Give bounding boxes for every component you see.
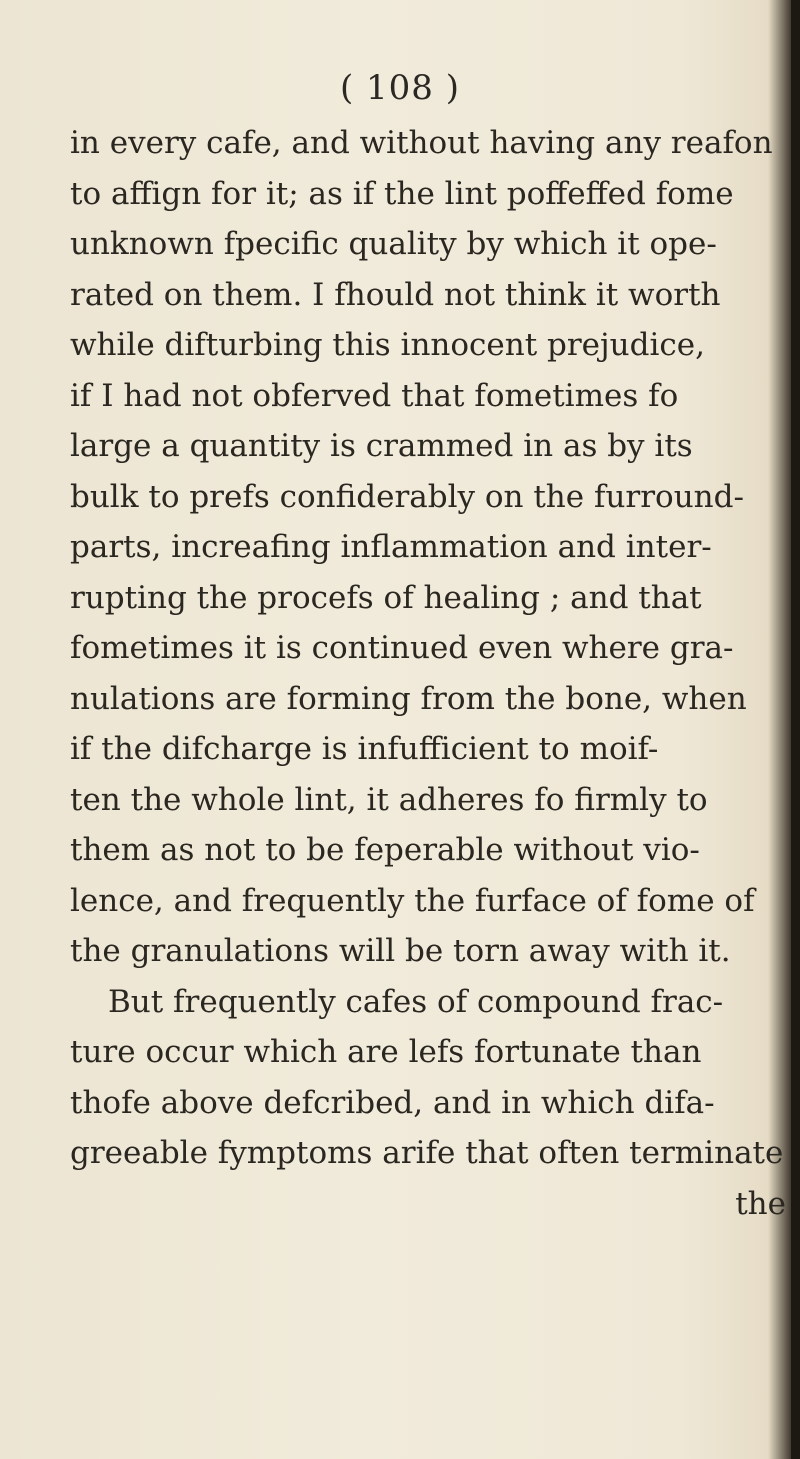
text-line: fometimes it is continued even where gra- [70, 630, 734, 666]
text-line: if I had not obferved that fometimes fo [70, 377, 679, 414]
text-line: ten the whole lint, it adheres fo firmly to [70, 781, 708, 818]
page-edge-shadow [791, 0, 800, 1459]
text-line: thofe above defcribed, and in which difa- [70, 1084, 715, 1121]
page-number: ( 108 ) [339, 68, 461, 108]
text-line: parts, increafing inflammation and inter- [70, 529, 712, 565]
text-line: in every cafe, and without having any reafon [70, 125, 773, 161]
text-line: ture occur which are lefs fortunate than [70, 1034, 702, 1070]
text-line: them as not to be feperable without vio- [70, 832, 700, 868]
text-line: nulations are forming from the bone, when [70, 680, 747, 717]
text-line: unknown fpecific quality by which it ope- [70, 226, 717, 262]
body-text [70, 118, 796, 1229]
paragraph-start-line: But frequently cafes of compound frac- [108, 983, 724, 1020]
text-line: rupting the procefs of healing ; and that [70, 579, 702, 616]
text-line: bulk to prefs confiderably on the furround- [70, 478, 744, 515]
text-line: while difturbing this innocent prejudice, [70, 327, 705, 363]
catchword: the [735, 1185, 786, 1222]
text-line: to affign for it; as if the lint poffeffed fome [70, 175, 734, 212]
text-line: the granulations will be torn away with it. [70, 933, 731, 969]
text-line: lence, and frequently the furface of fome of [70, 882, 755, 919]
text-line: greeable fymptoms arife that often terminate [70, 1135, 784, 1171]
text-line: rated on them. I fhould not think it worth [70, 276, 721, 313]
text-line: if the difcharge is infufficient to moif- [70, 731, 659, 767]
text-line: large a quantity is crammed in as by its [70, 428, 693, 464]
